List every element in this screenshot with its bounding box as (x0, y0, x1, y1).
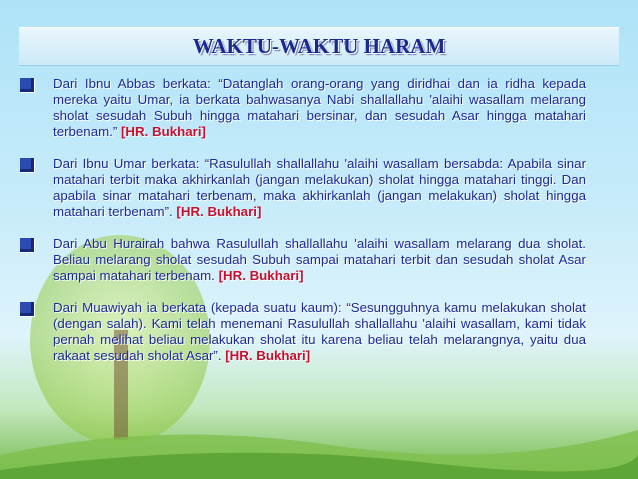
square-bullet-icon (20, 158, 34, 172)
hadith-text: Dari Muawiyah ia berkata (kepada suatu kaum): “Sesungguhnya kamu melakukan sholat (dengan salah). Kami telah menemani Rasulullah shallallahu 'alaihi wasallam, kami tidak pernah melihat beliau melakukan sholat itu karena beliau telah melarangnya, yaitu dua rakaat sesudah sholat Asar”. (53, 300, 586, 363)
list-item-text (53, 236, 586, 284)
hadith-reference: [HR. Bukhari] (225, 348, 311, 363)
square-bullet-icon (20, 302, 34, 316)
square-bullet-icon (20, 238, 34, 252)
hadith-text: Dari Ibnu Umar berkata: “Rasulullah shallallahu 'alaihi wasallam bersabda: Apabila sinar matahari terbit maka akhirkanlah (jangan melakukan) sholat hingga matahari tinggi. Dan apabila sinar matahari terbenam, maka akhirkanlah (jangan melakukan) sholat hingga matahari terbenam”. (53, 156, 586, 219)
list-item (20, 156, 586, 220)
hadith-text: Dari Ibnu Abbas berkata: “Datanglah orang-orang yang diridhai dan ia ridha kepada mereka yaitu Umar, ia berkata bahwasanya Nabi shallallahu 'alaihi wasallam melarang sholat sesudah Subuh hingga matahari bersinar, dan sesudah Asar hingga matahari terbenam.” (53, 76, 586, 139)
bullet-list (20, 76, 586, 364)
title-bar (19, 27, 619, 66)
list-item (20, 76, 586, 140)
list-item (20, 236, 586, 284)
hadith-reference: [HR. Bukhari] (121, 124, 206, 139)
hadith-text: Dari Abu Hurairah bahwa Rasulullah shallallahu 'alaihi wasallam melarang dua sholat. Beliau melarang sholat sesudah Subuh sampai matahari terbit dan sesudah sholat Asar sampai matahari terbenam. (53, 236, 586, 283)
list-item (20, 300, 586, 364)
square-bullet-icon (20, 78, 34, 92)
hadith-reference: [HR. Bukhari] (176, 204, 262, 219)
list-item-text (53, 300, 586, 364)
list-item-text (53, 76, 586, 140)
slide-title: WAKTU-WAKTU HARAM (192, 34, 446, 58)
hadith-reference: [HR. Bukhari] (218, 268, 304, 283)
list-item-text (53, 156, 586, 220)
